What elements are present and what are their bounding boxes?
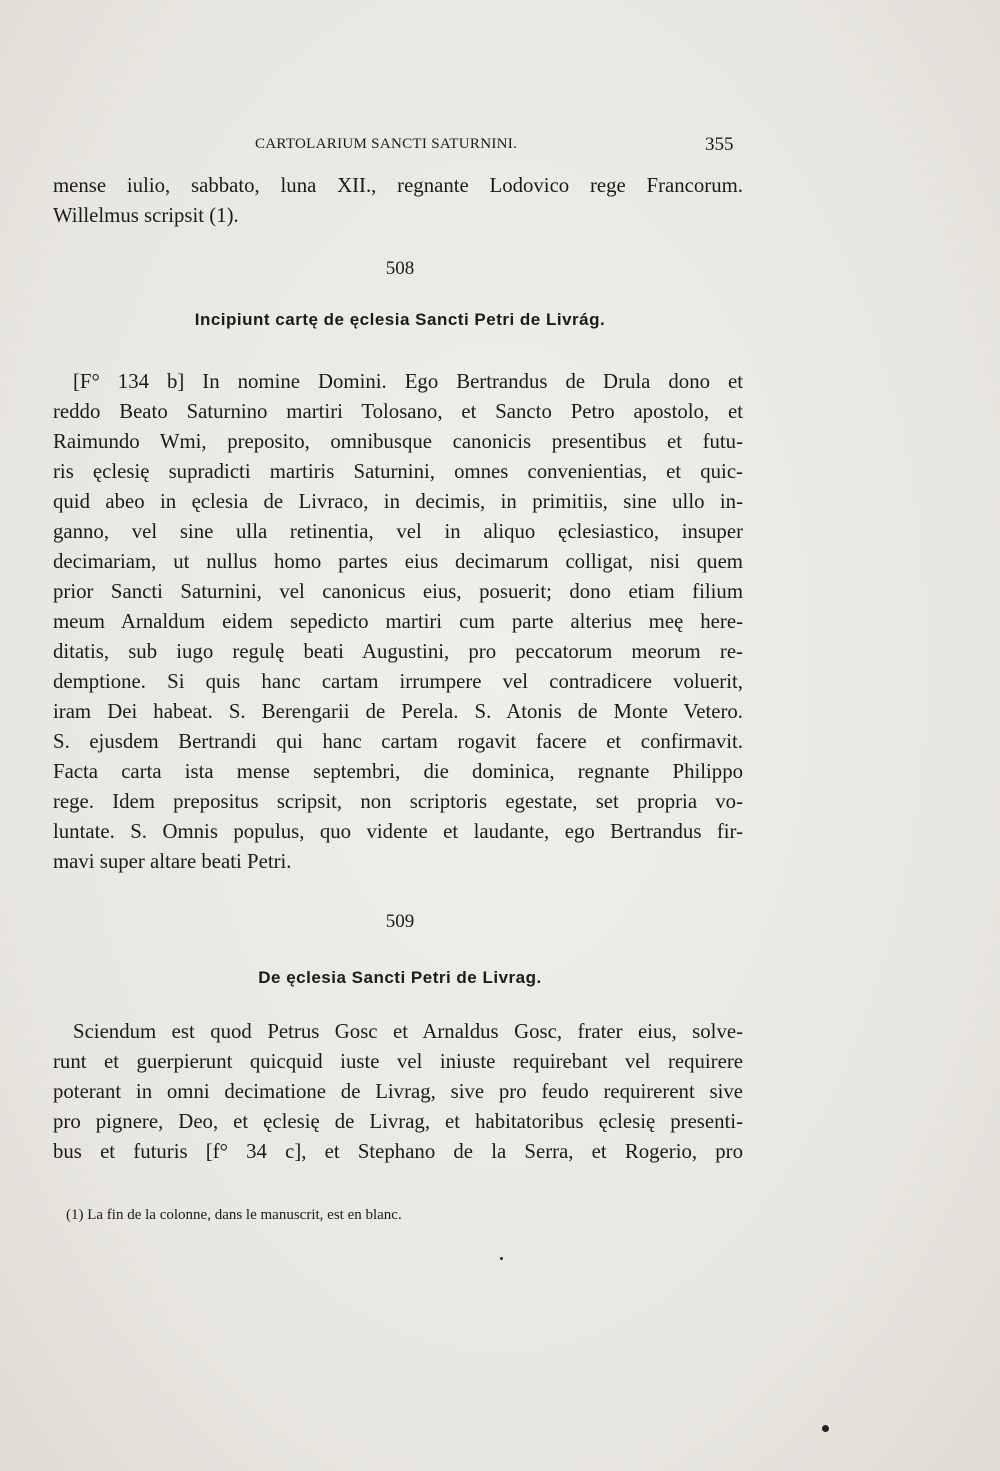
text-line: Facta carta ista mense septembri, die dominica, regnante Philippo	[53, 760, 743, 783]
text-line: mense iulio, sabbato, luna XII., regnante Lodovico rege Francorum.	[53, 174, 743, 197]
page-number: 355	[705, 134, 734, 155]
text-line: Willelmus scripsit (1).	[53, 204, 239, 227]
text-line: poterant in omni decimatione de Livrag, sive pro feudo requirerent sive	[53, 1080, 743, 1103]
text-line: decimariam, ut nullus homo partes eius decimarum colligat, nisi quem	[53, 550, 743, 573]
text-line: quid abeo in ęclesia de Livraco, in decimis, in primitiis, sine ullo in-	[53, 490, 743, 513]
text-line: luntate. S. Omnis populus, quo vidente et laudante, ego Bertrandus fir-	[53, 820, 743, 843]
ink-speck	[822, 1425, 829, 1432]
running-head: CARTOLARIUM SANCTI SATURNINI.	[255, 136, 518, 152]
text-line: ganno, vel sine ulla retinentia, vel in aliquo ęclesiastico, insuper	[53, 520, 743, 543]
text-line: bus et futuris [f° 34 c], et Stephano de la Serra, et Rogerio, pro	[53, 1140, 743, 1163]
text-line: meum Arnaldum eidem sepedicto martiri cum parte alterius meę here-	[53, 610, 743, 633]
text-line: Sciendum est quod Petrus Gosc et Arnaldus Gosc, frater eius, solve-	[73, 1020, 743, 1043]
page-header	[0, 136, 1000, 162]
text-line: Raimundo Wmi, preposito, omnibusque canonicis presentibus et futu-	[53, 430, 743, 453]
text-line: demptione. Si quis hanc cartam irrumpere vel contradicere voluerit,	[53, 670, 743, 693]
charter-508-body	[53, 367, 743, 877]
charter-title-508: Incipiunt cartę de ęclesia Sancti Petri de Livrág.	[194, 310, 606, 329]
text-line: ditatis, sub iugo regulę beati Augustini, pro peccatorum meorum re-	[53, 640, 743, 663]
charter-title-509: De ęclesia Sancti Petri de Livrag.	[258, 968, 542, 987]
text-line: [F° 134 b] In nomine Domini. Ego Bertrandus de Drula dono et	[73, 370, 743, 393]
charter-number-508: 508	[385, 258, 415, 279]
text-line: rege. Idem prepositus scripsit, non scriptoris egestate, set propria vo-	[53, 790, 743, 813]
text-line: S. ejusdem Bertrandi qui hanc cartam rogavit facere et confirmavit.	[53, 730, 743, 753]
charter-number-509: 509	[385, 911, 415, 932]
text-line: ris ęclesię supradicti martiris Saturnini, omnes convenientias, et quic-	[53, 460, 743, 483]
charter-509-body	[53, 1017, 743, 1167]
footnote: (1) La fin de la colonne, dans le manuscrit, est en blanc.	[66, 1207, 402, 1223]
text-line: runt et guerpierunt quicquid iuste vel iniuste requirebant vel requirere	[53, 1050, 743, 1073]
intro-paragraph	[53, 171, 743, 231]
text-line: pro pignere, Deo, et ęclesię de Livrag, et habitatoribus ęclesię presenti-	[53, 1110, 743, 1133]
text-line: iram Dei habeat. S. Berengarii de Perela. S. Atonis de Monte Vetero.	[53, 700, 743, 723]
text-line: mavi super altare beati Petri.	[53, 850, 292, 873]
text-line: reddo Beato Saturnino martiri Tolosano, et Sancto Petro apostolo, et	[53, 400, 743, 423]
text-line: prior Sancti Saturnini, vel canonicus eius, posuerit; dono etiam filium	[53, 580, 743, 603]
ink-speck	[500, 1257, 503, 1260]
